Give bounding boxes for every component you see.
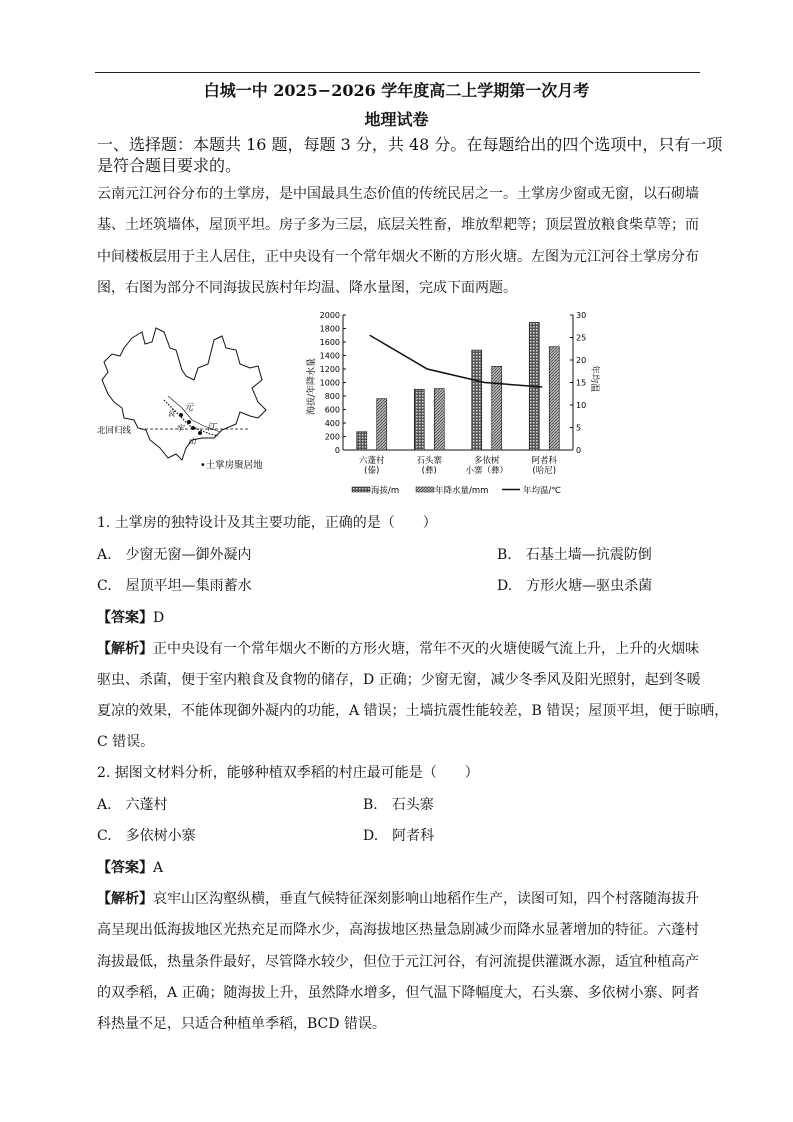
category-label: 小寨（彝） [465,466,509,476]
legend-label-precip: 年降水量/mm [435,486,489,496]
right-tick-label: 0 [576,446,582,455]
right-tick-label: 30 [576,311,587,320]
section-instruction-line: 是符合题目要求的。 [97,156,242,175]
analysis-text: 哀牢山区沟壑纵横，垂直气候特征深刻影响山地稻作生产，读图可知，四个村落随海拔升 [153,891,699,907]
q2-analysis-line: 的双季稻，A 正确；随海拔上升，虽然降水增多，但气温下降幅度大，石头寨、多依树小寨、阿者 [97,985,700,1001]
left-tick-label: 400 [324,419,340,428]
left-tick-label: 1400 [319,351,340,361]
category-label: (彝) [421,466,437,476]
q1-option-c: C. 屋顶平坦—集雨蓄水 [97,578,252,594]
province-outline [102,328,266,460]
q2-analysis-line [97,890,699,908]
legend-swatch-elevation [352,487,370,492]
answer-value: D [153,610,165,626]
q2-analysis-line: 高呈现出低海拔地区光热充足而降水少，高海拔地区热量急剧减少而降水显著增加的特征。六蓬村 [97,922,699,938]
bar-elevation [472,350,482,450]
q2-option-c: C. 多依树小寨 [97,828,196,844]
bar-precipitation [549,347,559,450]
left-tick-label: 2000 [319,311,340,320]
mountain-char: 牢 [176,424,184,433]
category-label: (傣) [364,466,380,476]
section-instruction-line: 一、选择题：本题共 16 题，每题 3 分，共 48 分。在每题给出的四个选项中，只有一项 [97,135,723,154]
bar-precipitation [377,399,387,450]
material-line: 图，右图为部分不同海拔民族村年均温、降水量图，完成下面两题。 [97,280,517,296]
analysis-label: 【解析】 [97,641,153,657]
q1-option-b: B. 石基土墙—抗震防倒 [497,547,652,563]
yunnan-map [90,320,290,480]
settlement-dot [191,426,195,430]
left-tick-label: 1200 [319,365,340,374]
map-legend: •土掌房聚居地 [200,460,263,471]
bar-precipitation [434,389,444,450]
q2-answer [97,859,699,877]
material-line: 云南元江河谷分布的土掌房，是中国最具生态价值的传统民居之一。土掌房少窗或无窗，以石砌墙 [97,186,699,202]
right-tick-label: 20 [576,356,587,365]
q2-stem: 2. 据图文材料分析，能够种植双季稻的村庄最可能是（ ） [97,765,479,781]
category-label: 阿者科 [531,456,558,466]
river-char: 江 [207,423,217,433]
q2-option-b: B. 石头寨 [363,797,434,813]
answer-label: 【答案】 [97,610,153,626]
river-char: 元 [184,403,194,413]
bar-precipitation [492,366,502,450]
legend-label-temp: 年均温/℃ [523,486,561,496]
mountain-char: 山 [188,437,196,446]
q2-option-a: A. 六蓬村 [97,797,168,813]
left-tick-label: 600 [324,405,340,415]
left-axis-label: 海拔/年降水量 [307,357,317,415]
analysis-text: 正中央设有一个常年烟火不断的方形火塘，常年不灭的火塘使暖气流上升，上升的火烟味 [153,641,699,657]
answer-value: A [153,860,164,876]
settlement-dot [187,420,191,424]
material-line: 中间楼板层用于主人居住，正中央设有一个常年烟火不断的方形火塘。左图为元江河谷土掌房分布 [97,249,699,265]
right-tick-label: 15 [576,378,587,388]
q1-analysis-line [97,640,699,658]
village-climate-chart [290,305,610,500]
right-tick-label: 25 [576,333,587,343]
bar-elevation [357,432,367,450]
q1-option-d: D. 方形火塘—驱虫杀菌 [497,578,653,594]
exam-subtitle: 地理试卷 [364,110,429,129]
settlement-dot [198,431,202,435]
legend-label-elevation: 海拔/m [371,486,400,496]
left-tick-label: 0 [334,446,340,455]
category-label: 石头寨 [416,456,443,466]
header-rule [95,72,700,73]
mountain-char: 哀 [167,409,175,418]
right-axis-label: 年均温 [589,365,599,393]
exam-title: 白城一中 2025−2026 学年度高二上学期第一次月考 [203,81,590,100]
category-label: 多依树 [473,456,500,466]
settlement-dot [179,413,183,417]
left-tick-label: 1000 [319,378,340,388]
legend-swatch-precip [416,487,434,492]
q1-stem: 1. 土掌房的独特设计及其主要功能，正确的是（ ） [97,515,437,531]
category-label: (哈尼) [532,466,557,476]
answer-label: 【答案】 [97,860,153,876]
category-label: 六蓬村 [358,456,385,466]
left-tick-label: 800 [324,392,340,401]
q1-analysis-line: 夏凉的效果，不能体现御外凝内的功能，A 错误；土墙抗震性能较差，B 错误；屋顶平坦，便于晾晒， [97,703,729,719]
left-tick-label: 1600 [319,338,340,347]
tropic-label: 北回归线 [97,426,132,436]
q1-analysis-line: 驱虫、杀菌，便于室内粮食及食物的储存，D 正确；少窗无窗，减少冬季风及阳光照射，起到冬暖 [97,672,701,688]
right-tick-label: 5 [576,423,582,433]
q1-answer [97,609,699,627]
q1-analysis-line: C 错误。 [97,734,155,750]
q1-option-a: A. 少窗无窗—御外凝内 [97,547,252,563]
chart-legend [352,485,561,496]
line-temperature [370,335,543,387]
q2-analysis-line: 海拔最低，热量条件最好，尽管降水较少，但位于元江河谷，有河流提供灌溉水源，适宜种植高产 [97,954,699,970]
left-tick-label: 1800 [319,324,340,334]
material-line: 基、土坯筑墙体，屋顶平坦。房子多为三层，底层关牲畜，堆放犁耙等；顶层置放粮食柴草等；而 [97,217,699,233]
right-tick-label: 10 [576,401,587,410]
left-tick-label: 200 [324,432,340,442]
analysis-label: 【解析】 [97,891,153,907]
q2-analysis-line: 科热量不足，只适合种植单季稻，BCD 错误。 [97,1016,386,1032]
q2-option-d: D. 阿者科 [363,828,435,844]
bar-elevation [414,389,424,450]
